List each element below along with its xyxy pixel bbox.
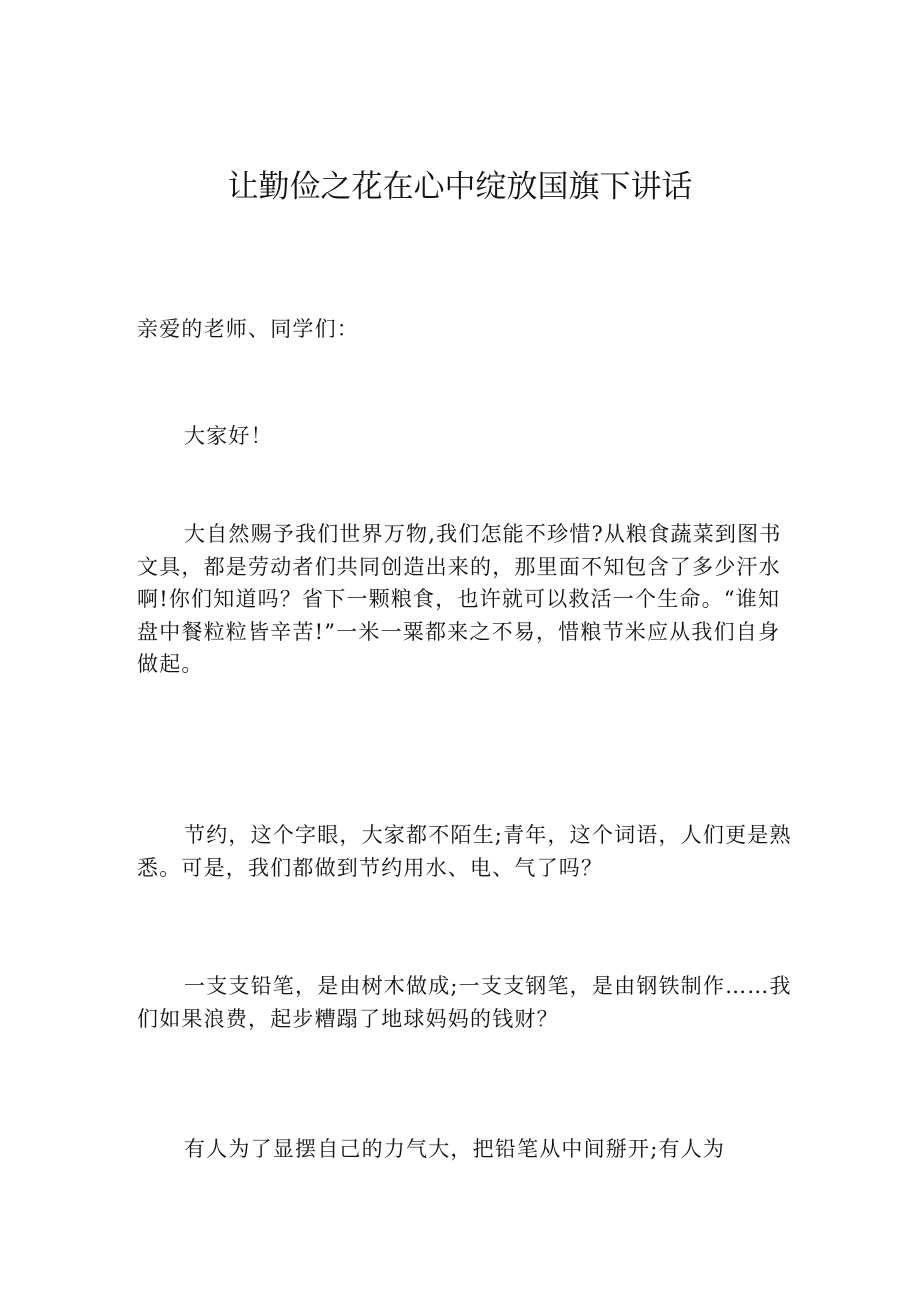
salutation: 亲爱的老师、同学们：: [137, 317, 359, 341]
paragraph-greeting: 大家好！: [184, 424, 273, 448]
paragraph-nature-gifts: 大自然赐予我们世界万物,我们怎能不珍惜?从粮食蔬菜到图书文具，都是劳动者们共同创造出来的，那里面不知包含了多少汗水啊!你们知道吗？省下一颗粮食，也许就可以救活一个生命。“谁知盘中餐粒粒皆辛苦!”一米一粟都来之不易，惜粮节米应从我们自身做起。: [137, 522, 782, 676]
paragraph-showing-off: 有人为了显摆自己的力气大，把铅笔从中间掰开;有人为: [184, 1137, 726, 1161]
document-title: 让勤俭之花在心中绽放国旗下讲话: [227, 169, 693, 205]
paragraph-frugality: 节约，这个字眼，大家都不陌生;青年，这个词语，人们更是熟悉。可是，我们都做到节约用水、电、气了吗？: [137, 823, 792, 880]
paragraph-pencils: 一支支铅笔，是由树木做成;一支支钢笔，是由钢铁制作……我们如果浪费，起步糟蹋了地球妈妈的钱财？: [137, 974, 792, 1031]
